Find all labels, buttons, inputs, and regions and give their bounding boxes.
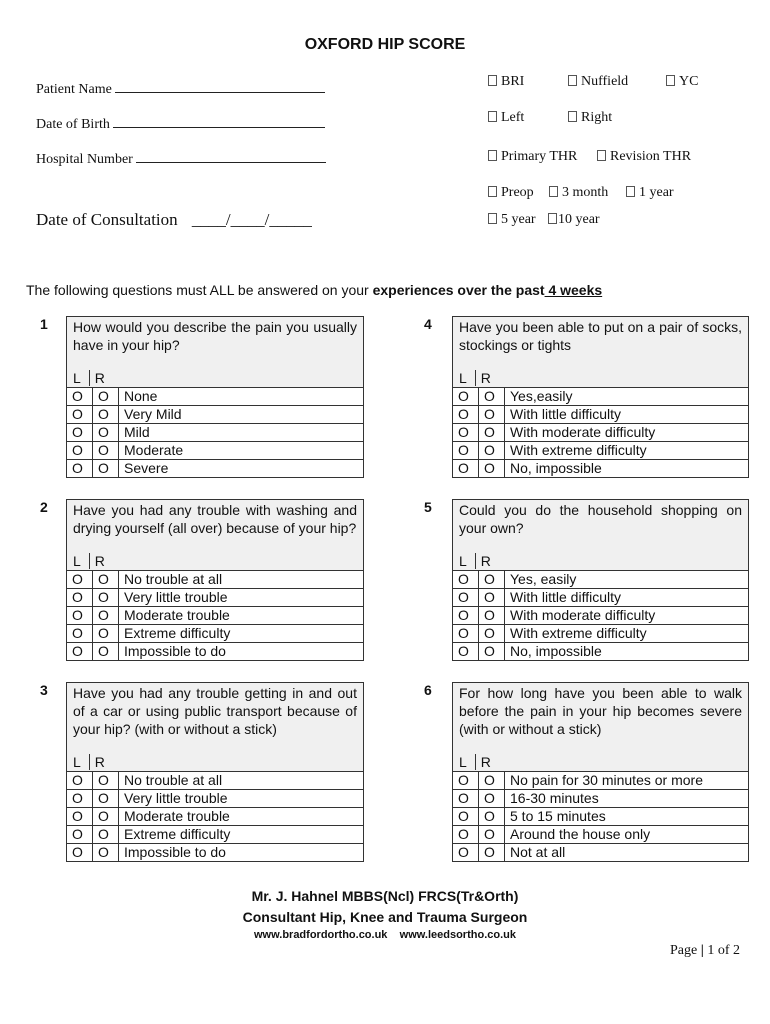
column-separator <box>89 754 90 770</box>
checkbox-icon[interactable] <box>548 213 557 224</box>
question-number: 1 <box>40 316 48 332</box>
answer-row <box>453 643 749 661</box>
left-hip-radio[interactable]: O <box>67 424 93 442</box>
checkbox-icon[interactable] <box>488 150 497 161</box>
left-right-header <box>73 552 105 570</box>
right-hip-radio[interactable]: O <box>479 772 505 790</box>
right-hip-radio[interactable]: O <box>93 442 119 460</box>
right-hip-radio[interactable]: O <box>93 808 119 826</box>
left-hip-radio[interactable]: O <box>453 424 479 442</box>
answer-table <box>66 387 364 478</box>
question-text: Have you had any trouble getting in and out of a car or using public transport because of your hip? (with or without a stick) <box>73 685 357 737</box>
left-hip-radio[interactable]: O <box>67 589 93 607</box>
question-header <box>452 499 749 571</box>
answer-label: Mild <box>119 424 364 442</box>
right-hip-radio[interactable]: O <box>479 460 505 478</box>
left-hip-radio[interactable]: O <box>453 643 479 661</box>
answer-row <box>67 442 364 460</box>
answer-row <box>453 772 749 790</box>
right-hip-radio[interactable]: O <box>479 388 505 406</box>
right-hip-radio[interactable]: O <box>479 571 505 589</box>
left-column-label: L <box>73 553 81 569</box>
left-hip-radio[interactable]: O <box>67 826 93 844</box>
left-column-label: L <box>73 370 81 386</box>
answer-row <box>453 571 749 589</box>
answer-row <box>453 625 749 643</box>
patient-name-line[interactable] <box>115 80 325 93</box>
left-hip-radio[interactable]: O <box>67 790 93 808</box>
dob-label: Date of Birth <box>36 117 110 132</box>
right-hip-radio[interactable]: O <box>93 607 119 625</box>
right-hip-radio[interactable]: O <box>479 844 505 862</box>
dob-line[interactable] <box>113 115 325 128</box>
answer-row <box>67 643 364 661</box>
answer-label: Extreme difficulty <box>119 625 364 643</box>
left-right-header <box>459 753 491 771</box>
question-text: How would you describe the pain you usually have in your hip? <box>73 319 357 353</box>
form-title: OXFORD HIP SCORE <box>304 36 466 53</box>
instructions: The following questions must ALL be answered on your experiences over the past 4 weeks <box>26 282 603 298</box>
left-hip-radio[interactable]: O <box>67 442 93 460</box>
answer-label: No pain for 30 minutes or more <box>505 772 749 790</box>
right-hip-radio[interactable]: O <box>93 643 119 661</box>
answer-row <box>453 388 749 406</box>
left-column-label: L <box>459 370 467 386</box>
answer-row <box>67 772 364 790</box>
left-hip-radio[interactable]: O <box>453 442 479 460</box>
hospital-number-line[interactable] <box>136 150 326 163</box>
answer-table <box>66 771 364 862</box>
left-hip-radio[interactable]: O <box>453 808 479 826</box>
left-column-label: L <box>73 754 81 770</box>
page-number: Page | 1 of 2 <box>670 943 740 958</box>
left-column-label: L <box>459 754 467 770</box>
answer-label: Moderate <box>119 442 364 460</box>
option-right[interactable]: Right <box>568 110 612 126</box>
right-hip-radio[interactable]: O <box>479 625 505 643</box>
answer-row <box>453 826 749 844</box>
answer-label: Extreme difficulty <box>119 826 364 844</box>
checkbox-icon[interactable] <box>666 75 675 86</box>
question-number: 4 <box>424 316 432 332</box>
right-hip-radio[interactable]: O <box>93 388 119 406</box>
option-bri[interactable]: BRI <box>488 74 524 90</box>
left-hip-radio[interactable]: O <box>453 607 479 625</box>
right-column-label: R <box>480 553 491 569</box>
option-10-year[interactable]: 10 year <box>548 212 600 228</box>
right-hip-radio[interactable]: O <box>479 607 505 625</box>
patient-name-field[interactable] <box>36 80 325 98</box>
answer-row <box>67 808 364 826</box>
left-right-header <box>73 369 105 387</box>
dob-field[interactable] <box>36 115 325 133</box>
left-hip-radio[interactable]: O <box>67 460 93 478</box>
left-right-header <box>459 369 491 387</box>
question-text: Have you had any trouble with washing and drying yourself (all over) because of your hip? <box>73 502 357 536</box>
left-hip-radio[interactable]: O <box>453 772 479 790</box>
option-revision-thr[interactable]: Revision THR <box>597 149 691 165</box>
left-hip-radio[interactable]: O <box>453 571 479 589</box>
left-hip-radio[interactable]: O <box>453 589 479 607</box>
column-separator <box>89 370 90 386</box>
answer-row <box>453 808 749 826</box>
answer-label: 16-30 minutes <box>505 790 749 808</box>
checkbox-icon[interactable] <box>568 75 577 86</box>
right-hip-radio[interactable]: O <box>479 808 505 826</box>
left-right-header <box>459 552 491 570</box>
checkbox-icon[interactable] <box>488 213 497 224</box>
column-separator <box>475 370 476 386</box>
right-hip-radio[interactable]: O <box>93 406 119 424</box>
checkbox-icon[interactable] <box>549 186 558 197</box>
answer-row <box>453 442 749 460</box>
right-hip-radio[interactable]: O <box>479 643 505 661</box>
option-3-month[interactable]: 3 month <box>549 185 608 201</box>
option-5-year[interactable]: 5 year <box>488 212 536 228</box>
answer-label: Not at all <box>505 844 749 862</box>
answer-label: Impossible to do <box>119 643 364 661</box>
question-number: 5 <box>424 499 432 515</box>
answer-table <box>452 771 749 862</box>
answer-row <box>453 607 749 625</box>
checkbox-icon[interactable] <box>488 186 497 197</box>
right-hip-radio[interactable]: O <box>479 589 505 607</box>
surgeon-name: Mr. J. Hahnel MBBS(Ncl) FRCS(Tr&Orth) <box>251 888 519 904</box>
left-column-label: L <box>459 553 467 569</box>
answer-label: Yes, easily <box>505 571 749 589</box>
question-text: Could you do the household shopping on your own? <box>459 502 742 536</box>
question-number: 2 <box>40 499 48 515</box>
right-hip-radio[interactable]: O <box>479 406 505 424</box>
question-header <box>452 682 749 772</box>
answer-label: With little difficulty <box>505 589 749 607</box>
right-hip-radio[interactable]: O <box>479 790 505 808</box>
answer-label: Moderate trouble <box>119 607 364 625</box>
left-right-header <box>73 753 105 771</box>
left-hip-radio[interactable]: O <box>67 571 93 589</box>
answer-row <box>67 625 364 643</box>
right-hip-radio[interactable]: O <box>93 460 119 478</box>
right-hip-radio[interactable]: O <box>93 844 119 862</box>
column-separator <box>475 754 476 770</box>
left-hip-radio[interactable]: O <box>453 406 479 424</box>
column-separator <box>475 553 476 569</box>
left-hip-radio[interactable]: O <box>67 406 93 424</box>
right-hip-radio[interactable]: O <box>93 772 119 790</box>
left-hip-radio[interactable]: O <box>67 643 93 661</box>
answer-row <box>453 844 749 862</box>
patient-name-label: Patient Name <box>36 82 112 97</box>
left-hip-radio[interactable]: O <box>67 388 93 406</box>
right-hip-radio[interactable]: O <box>93 790 119 808</box>
answer-table <box>452 570 749 661</box>
left-hip-radio[interactable]: O <box>453 790 479 808</box>
answer-row <box>453 424 749 442</box>
question-number: 3 <box>40 682 48 698</box>
checkbox-icon[interactable] <box>488 111 497 122</box>
right-column-label: R <box>94 754 105 770</box>
right-hip-radio[interactable]: O <box>479 826 505 844</box>
left-hip-radio[interactable]: O <box>453 460 479 478</box>
right-column-label: R <box>480 370 491 386</box>
option-nuffield[interactable]: Nuffield <box>568 74 628 90</box>
answer-table <box>66 570 364 661</box>
answer-row <box>67 460 364 478</box>
question-header <box>66 499 364 571</box>
answer-row <box>67 424 364 442</box>
left-hip-radio[interactable]: O <box>453 844 479 862</box>
answer-label: No trouble at all <box>119 571 364 589</box>
answer-table <box>452 387 749 478</box>
answer-row <box>453 589 749 607</box>
answer-label: With extreme difficulty <box>505 442 749 460</box>
question-text: Have you been able to put on a pair of socks, stockings or tights <box>459 319 742 353</box>
website-links[interactable]: www.bradfordortho.co.uk www.leedsortho.co.uk <box>254 929 516 941</box>
left-hip-radio[interactable]: O <box>67 625 93 643</box>
right-hip-radio[interactable]: O <box>93 424 119 442</box>
answer-label: None <box>119 388 364 406</box>
answer-label: With extreme difficulty <box>505 625 749 643</box>
question-header <box>66 316 364 388</box>
right-hip-radio[interactable]: O <box>93 589 119 607</box>
consultation-blank[interactable]: ____/____/_____ <box>191 210 312 229</box>
answer-label: With moderate difficulty <box>505 607 749 625</box>
checkbox-icon[interactable] <box>626 186 635 197</box>
checkbox-icon[interactable] <box>568 111 577 122</box>
answer-row <box>67 844 364 862</box>
hospital-number-label: Hospital Number <box>36 152 133 167</box>
right-hip-radio[interactable]: O <box>479 442 505 460</box>
left-hip-radio[interactable]: O <box>453 625 479 643</box>
right-hip-radio[interactable]: O <box>93 571 119 589</box>
checkbox-icon[interactable] <box>597 150 606 161</box>
column-separator <box>89 553 90 569</box>
right-hip-radio[interactable]: O <box>479 424 505 442</box>
option-preop[interactable]: Preop <box>488 185 534 201</box>
answer-row <box>453 790 749 808</box>
answer-label: With little difficulty <box>505 406 749 424</box>
answer-row <box>67 388 364 406</box>
question-header <box>452 316 749 388</box>
answer-row <box>67 790 364 808</box>
answer-row <box>67 826 364 844</box>
answer-label: Very little trouble <box>119 790 364 808</box>
answer-row <box>67 571 364 589</box>
answer-label: 5 to 15 minutes <box>505 808 749 826</box>
answer-label: No, impossible <box>505 460 749 478</box>
left-hip-radio[interactable]: O <box>67 844 93 862</box>
option-left[interactable]: Left <box>488 110 524 126</box>
option-1-year[interactable]: 1 year <box>626 185 674 201</box>
answer-label: Moderate trouble <box>119 808 364 826</box>
right-column-label: R <box>94 553 105 569</box>
answer-label: Around the house only <box>505 826 749 844</box>
checkbox-icon[interactable] <box>488 75 497 86</box>
question-number: 6 <box>424 682 432 698</box>
consultation-label: Date of Consultation <box>36 210 178 229</box>
question-header <box>66 682 364 772</box>
answer-row <box>67 589 364 607</box>
answer-label: No, impossible <box>505 643 749 661</box>
left-hip-radio[interactable]: O <box>67 607 93 625</box>
answer-label: With moderate difficulty <box>505 424 749 442</box>
left-hip-radio[interactable]: O <box>453 826 479 844</box>
right-hip-radio[interactable]: O <box>93 625 119 643</box>
answer-label: Severe <box>119 460 364 478</box>
right-column-label: R <box>480 754 491 770</box>
answer-row <box>453 406 749 424</box>
answer-row <box>67 607 364 625</box>
question-text: For how long have you been able to walk before the pain in your hip becomes severe (with or without a stick) <box>459 685 742 737</box>
answer-label: Yes,easily <box>505 388 749 406</box>
answer-label: Impossible to do <box>119 844 364 862</box>
right-column-label: R <box>94 370 105 386</box>
answer-row <box>453 460 749 478</box>
left-hip-radio[interactable]: O <box>67 808 93 826</box>
hospital-number-field[interactable] <box>36 150 326 168</box>
consultation-date-field[interactable] <box>36 210 312 230</box>
answer-label: Very Mild <box>119 406 364 424</box>
option-yc[interactable]: YC <box>666 74 698 90</box>
right-hip-radio[interactable]: O <box>93 826 119 844</box>
answer-row <box>67 406 364 424</box>
left-hip-radio[interactable]: O <box>67 772 93 790</box>
left-hip-radio[interactable]: O <box>453 388 479 406</box>
option-primary-thr[interactable]: Primary THR <box>488 149 577 165</box>
answer-label: Very little trouble <box>119 589 364 607</box>
surgeon-role: Consultant Hip, Knee and Trauma Surgeon <box>242 909 528 925</box>
answer-label: No trouble at all <box>119 772 364 790</box>
